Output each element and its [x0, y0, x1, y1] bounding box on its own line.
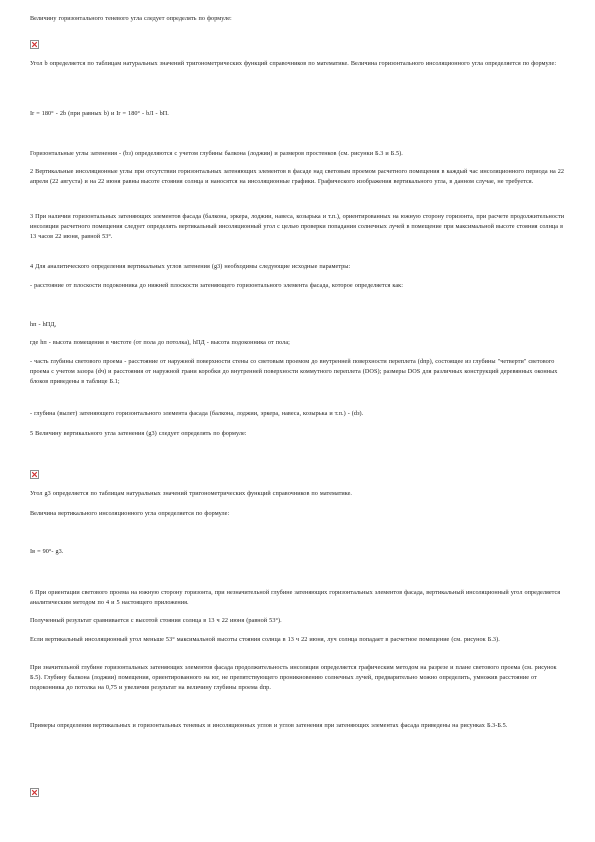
broken-image-icon	[30, 788, 39, 797]
paragraph-significant-depth: При значительной глубине горизонтальных затеняющих элементов фасада продолжительность инсоляции определяется графическим методом на разрезе и плане светового проема (см. рисунок Б.5). Глубину балкона (лоджии) помещения, ориентированного на юг, не препятствующего проникновению солнечных лучей, предварительно можно определить, умножив расстояние от подоконника до потолка на 0,75 и увеличив результат на величину глубины проема dпр.	[30, 664, 557, 691]
paragraph-compare-result: Полученный результат сравнивается с высотой стояния солнца в 13 ч 22 июня (равной 53°).	[30, 617, 282, 624]
broken-image-x-icon	[31, 471, 38, 478]
paragraph-examples: Примеры определения вертикальных и горизонтальных теневых и инсоляционных углов и углов затенения при затеняющих элементах фасада приведены на рисунках Б.3-Б.5.	[30, 722, 508, 729]
paragraph-horizontal-shadow-angle-intro: Величину горизонтального теневого угла следует определять по формуле:	[30, 15, 232, 22]
paragraph-angle-b: Угол b определяется по таблицам натуральных значений тригонометрических функций справочников по математике. Величина горизонтального инсоляционного угла определяется по формуле:	[30, 60, 557, 67]
paragraph-angle-g3: Угол g3 определяется по таблицам натуральных значений тригонометрических функций справочников по математике.	[30, 490, 353, 497]
broken-image-icon	[30, 470, 39, 479]
paragraph-horizontal-shading-elements: 3 При наличии горизонтальных затеняющих элементов фасада (балкона, эркера, лоджии, навеса, козырька и т.п.), ориентированных на южную сторону горизонта, при расчете продолжительности инсоляции расчетного помещения следует определять вертикальный инсоляционный угол с целью проверки попадания солнечных лучей в помещение при максимальной высоте стояния солнца в 13 часов 22 июня, равной 53°.	[30, 213, 565, 240]
formula-horizontal-insolation-angle: Ir = 180° - 2b (при равных b) и Ir = 180° - bЛ - bП.	[30, 110, 169, 117]
broken-image-x-icon	[31, 41, 38, 48]
paragraph-south-orientation: 6 При ориентации светового проема на южную сторону горизонта, при незначительной глубине затеняющих горизонтальных элементов фасада, вертикальный инсоляционный угол определяется аналитическим методом по 4 и 5 настоящего приложения.	[30, 589, 561, 606]
formula-hp-hpd: hп - hПД,	[30, 321, 57, 328]
paragraph-window-depth: - часть глубины светового проема - расстояние от наружной поверхности стены со световым проемом до внутренней поверхности переплета (dпр), состоящее из глубины "четверти" светового проема с учетом зазора (dч) и расстояния от наружной грани коробки до внутренней поверхности коммутного переплета (DOS); размеры DOS для различных конструкций деревянных оконных блоков приведены в таблице Б.1;	[30, 358, 558, 385]
broken-image-icon	[30, 40, 39, 49]
paragraph-overhang-depth: - глубина (вылет) затеняющего горизонтального элемента фасада (балкона, лоджии, эркера, навеса, козырька и т.п.) - (dз).	[30, 410, 364, 417]
paragraph-horizontal-shading-angles: Горизонтальные углы затенения - (bз) определяются с учетом глубины балкона (лоджии) и размеров простенков (см. рисунки Б.3 и Б.5).	[30, 150, 403, 157]
paragraph-if-less-than-53: Если вертикальный инсоляционный угол меньше 53° максимальной высоты стояния солнца в 13 ч 22 июня, луч солнца попадает в расчетное помещение (см. рисунок Б.3).	[30, 636, 500, 643]
paragraph-analytic-vertical-angles: 4 Для аналитического определения вертикальных углов затенения (g3) необходимы следующие исходные параметры:	[30, 263, 351, 270]
paragraph-where-hp: где hп - высота помещения в чистоте (от пола до потолка), hПД - высота подоконника от пола;	[30, 339, 290, 346]
formula-vertical-insolation-angle: Iв = 90°- g3.	[30, 548, 64, 555]
paragraph-vertical-insolation-angles: 2 Вертикальные инсоляционные углы при отсутствии горизонтальных затеняющих элементов в фасаде над световым проемом расчетного помещения в каждый час инсоляционного периода на 22 апреля (22 августа) и на 22 июня равны высоте стояния солнца и наносятся на инсоляционные графики. Графического изображения вертикального угла, в данном случае, не требуется.	[30, 168, 565, 185]
paragraph-vertical-insolation-angle-formula: Величина вертикального инсоляционного угла определяется по формуле:	[30, 510, 230, 517]
paragraph-distance-sill: - расстояние от плоскости подоконника до нижней плоскости затеняющего горизонтального элемента фасада, которое определяется как:	[30, 282, 403, 289]
broken-image-x-icon	[31, 789, 38, 796]
paragraph-vertical-shading-angle-formula: 5 Величину вертикального угла затенения (g3) следует определять по формуле:	[30, 430, 247, 437]
